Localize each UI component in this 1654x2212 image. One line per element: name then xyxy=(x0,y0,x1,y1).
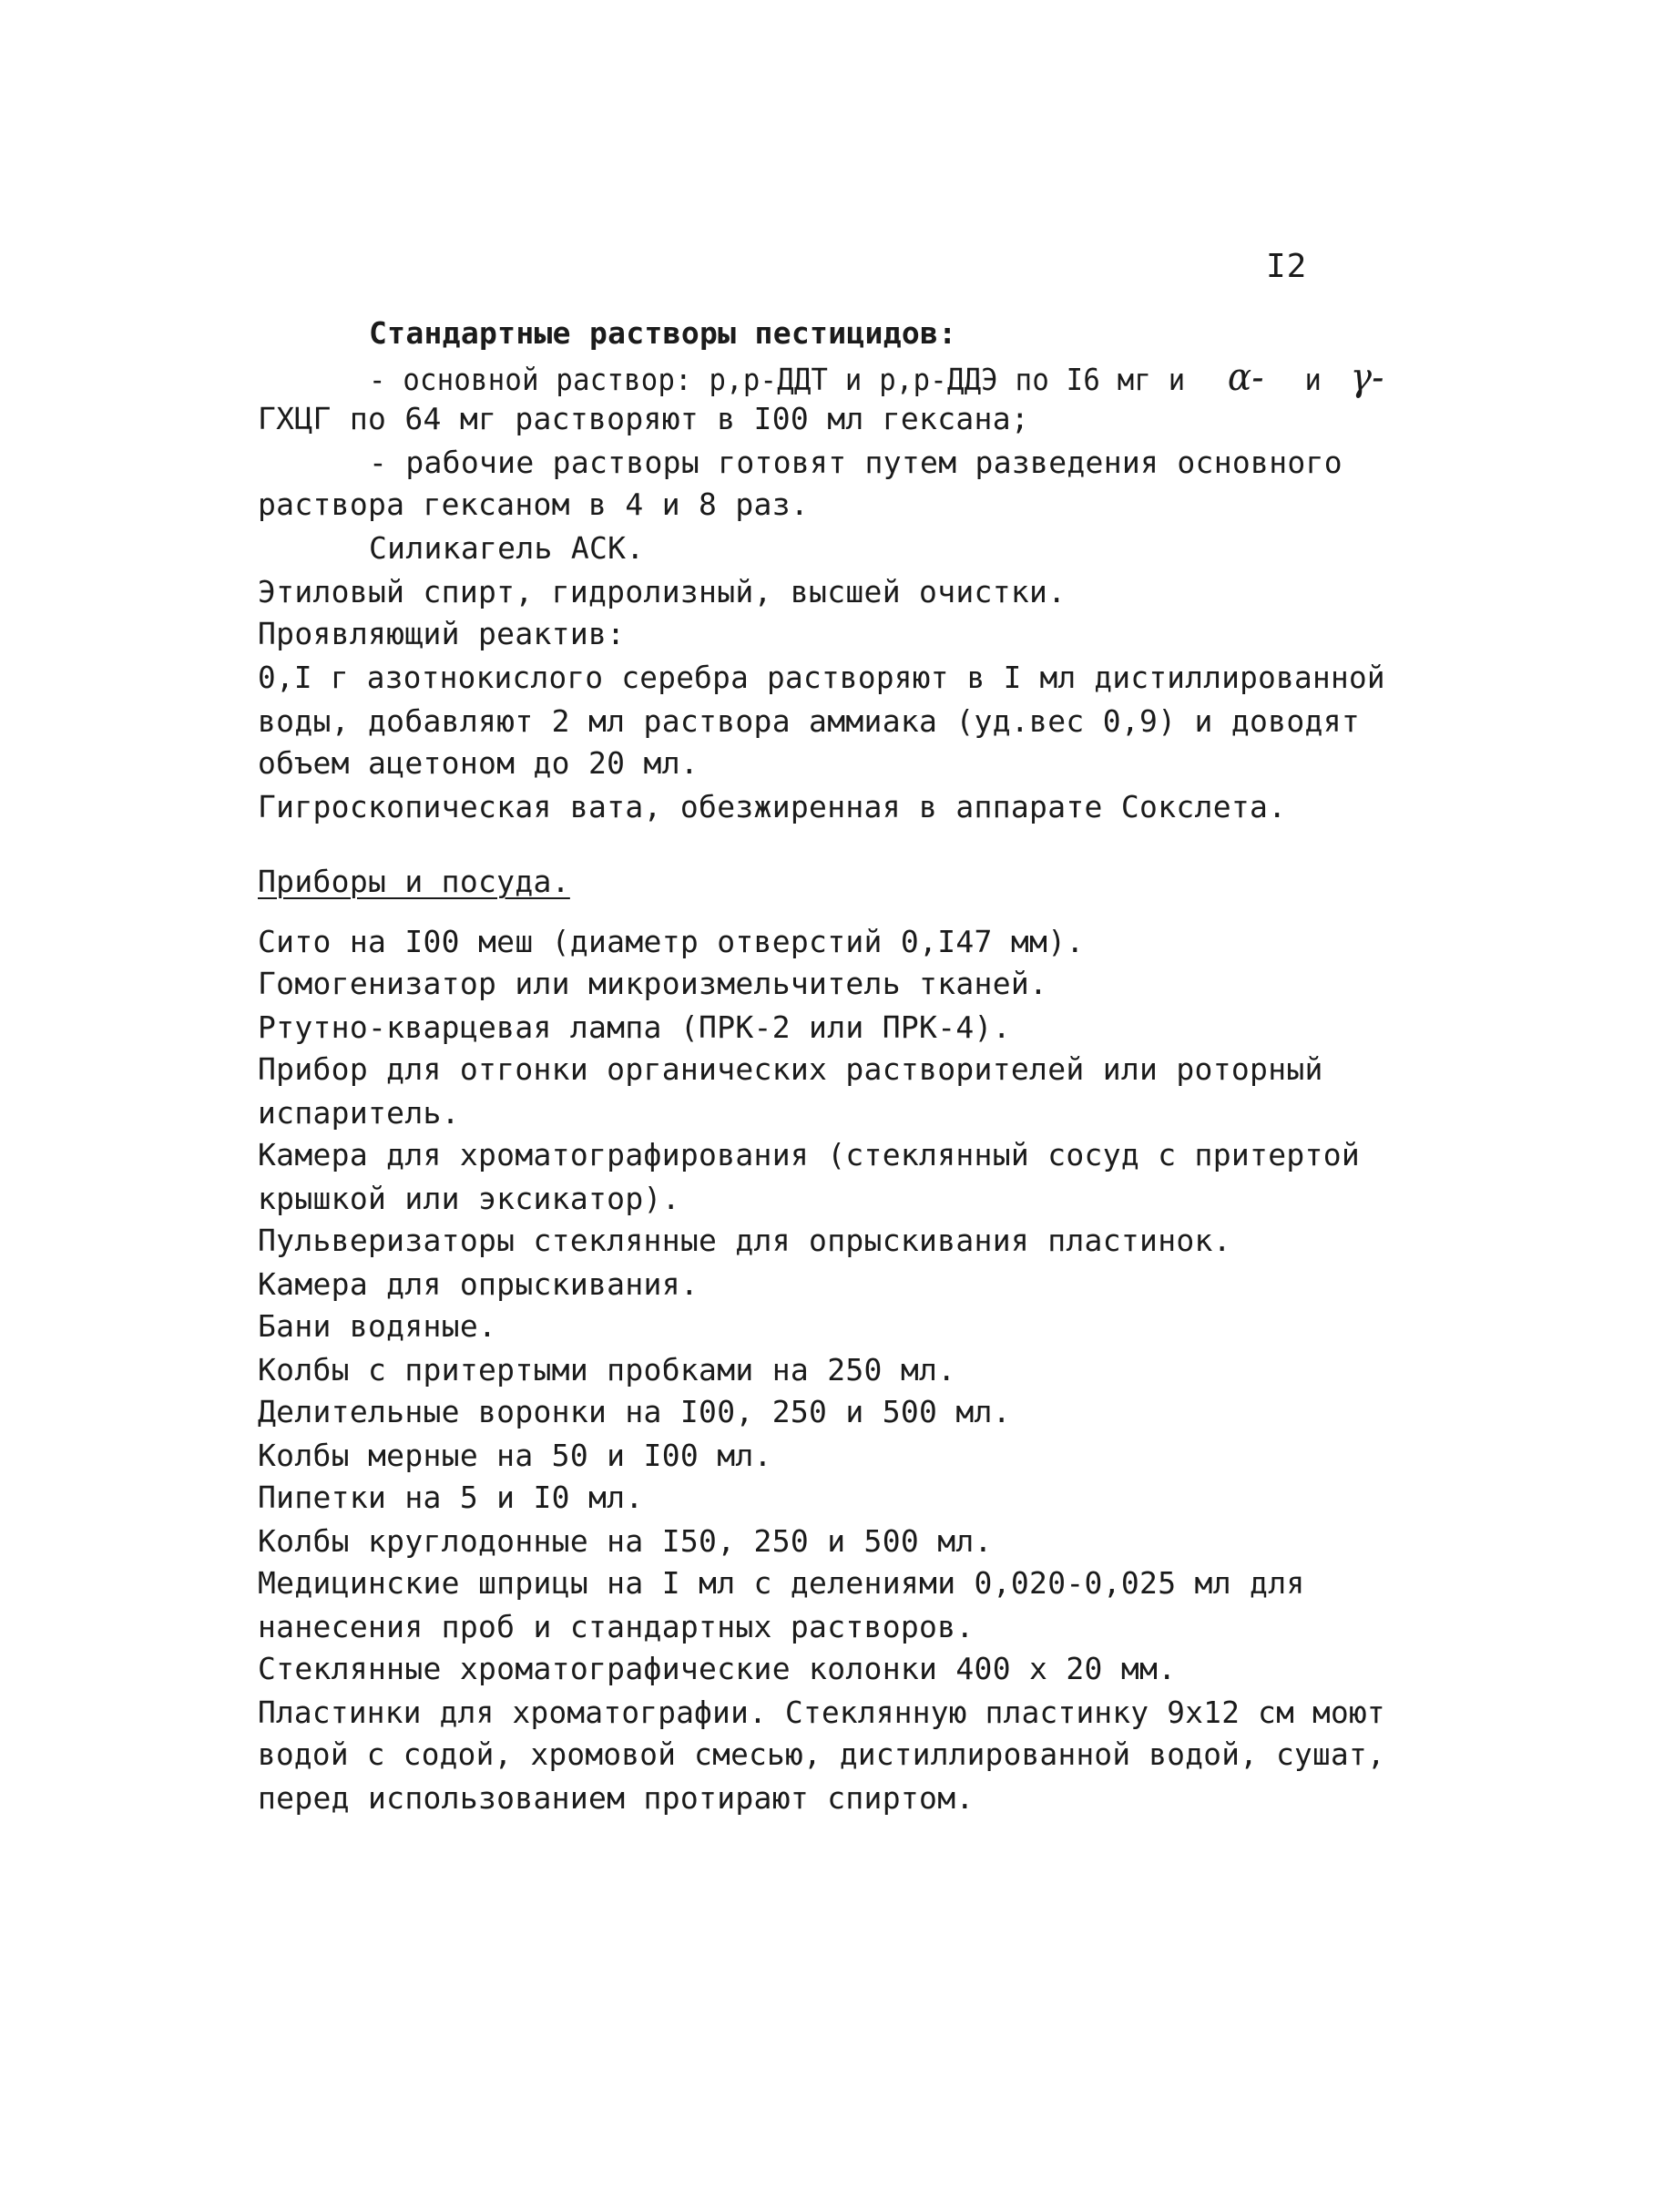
list-item: Сито на I00 меш (диаметр отверстий 0,I47 мм). xyxy=(258,924,1085,959)
text-line: Силикагель АСК. xyxy=(369,530,645,566)
list-item: Камера для опрыскивания. xyxy=(258,1266,699,1302)
list-item: Делительные воронки на I00, 250 и 500 мл. xyxy=(258,1394,1011,1429)
section-equipment-heading: Приборы и посуда. xyxy=(258,864,570,899)
text-line: объем ацетоном до 20 мл. xyxy=(258,745,699,781)
text-line: - рабочие растворы готовят путем разведения основного xyxy=(369,445,1343,480)
text-line: Гигроскопическая вата, обезжиренная в аппарате Сокслета. xyxy=(258,789,1287,824)
list-item: Пластинки для хроматографии. Стеклянную пластинку 9х12 см моют xyxy=(258,1695,1385,1730)
page-number: I2 xyxy=(1266,248,1308,285)
list-item: Ртутно-кварцевая лампа (ПРК-2 или ПРК-4). xyxy=(258,1009,1011,1045)
list-item: водой с содой, хромовой смесью, дистиллированной водой, сушат, xyxy=(258,1736,1385,1772)
list-item: перед использованием протирают спиртом. xyxy=(258,1780,975,1816)
list-item: Пульверизаторы стеклянные для опрыскивания пластинок. xyxy=(258,1223,1231,1258)
text-line-main: - основной раствор: р,р-ДДТ и р,р-ДДЭ по I6 мг и xyxy=(369,362,1186,397)
list-item: нанесения проб и стандартных растворов. xyxy=(258,1609,975,1644)
greek-gamma-symbol: γ- xyxy=(1350,354,1384,399)
list-item: Гомогенизатор или микроизмельчитель тканей. xyxy=(258,966,1048,1001)
list-item: Камера для хроматографирования (стеклянный сосуд с притертой xyxy=(258,1137,1361,1173)
list-item: испаритель. xyxy=(258,1095,460,1131)
list-item: Стеклянные хроматографические колонки 400 х 20 мм. xyxy=(258,1651,1177,1686)
list-item: Колбы круглодонные на I50, 250 и 500 мл. xyxy=(258,1523,993,1559)
list-item: Прибор для отгонки органических растворителей или роторный xyxy=(258,1051,1323,1087)
section-standard-solutions-title: Стандартные растворы пестицидов: xyxy=(369,315,957,351)
text-line: ГХЦГ по 64 мг растворяют в I00 мл гексана; xyxy=(258,401,1030,436)
list-item: крышкой или эксикатор). xyxy=(258,1181,680,1216)
text-line: воды, добавляют 2 мл раствора аммиака (уд.вес 0,9) и доводят xyxy=(258,703,1361,739)
list-item: Колбы с притертыми пробками на 250 мл. xyxy=(258,1352,956,1388)
list-item: Бани водяные. xyxy=(258,1308,497,1344)
text-line: Этиловый спирт, гидролизный, высшей очистки. xyxy=(258,574,1067,609)
conjunction-text: и xyxy=(1304,362,1322,397)
list-item: Медицинские шприцы на I мл с делениями 0,020-0,025 мл для xyxy=(258,1565,1305,1601)
list-item: Колбы мерные на 50 и I00 мл. xyxy=(258,1438,772,1473)
text-line: Проявляющий реактив: xyxy=(258,616,626,651)
text-line: 0,I г азотнокислого серебра растворяют в I мл дистиллированной xyxy=(258,660,1385,695)
greek-alpha-symbol: α- xyxy=(1227,354,1264,399)
text-line: раствора гексаном в 4 и 8 раз. xyxy=(258,486,810,522)
text-line xyxy=(369,356,1384,401)
list-item: Пипетки на 5 и I0 мл. xyxy=(258,1480,644,1515)
